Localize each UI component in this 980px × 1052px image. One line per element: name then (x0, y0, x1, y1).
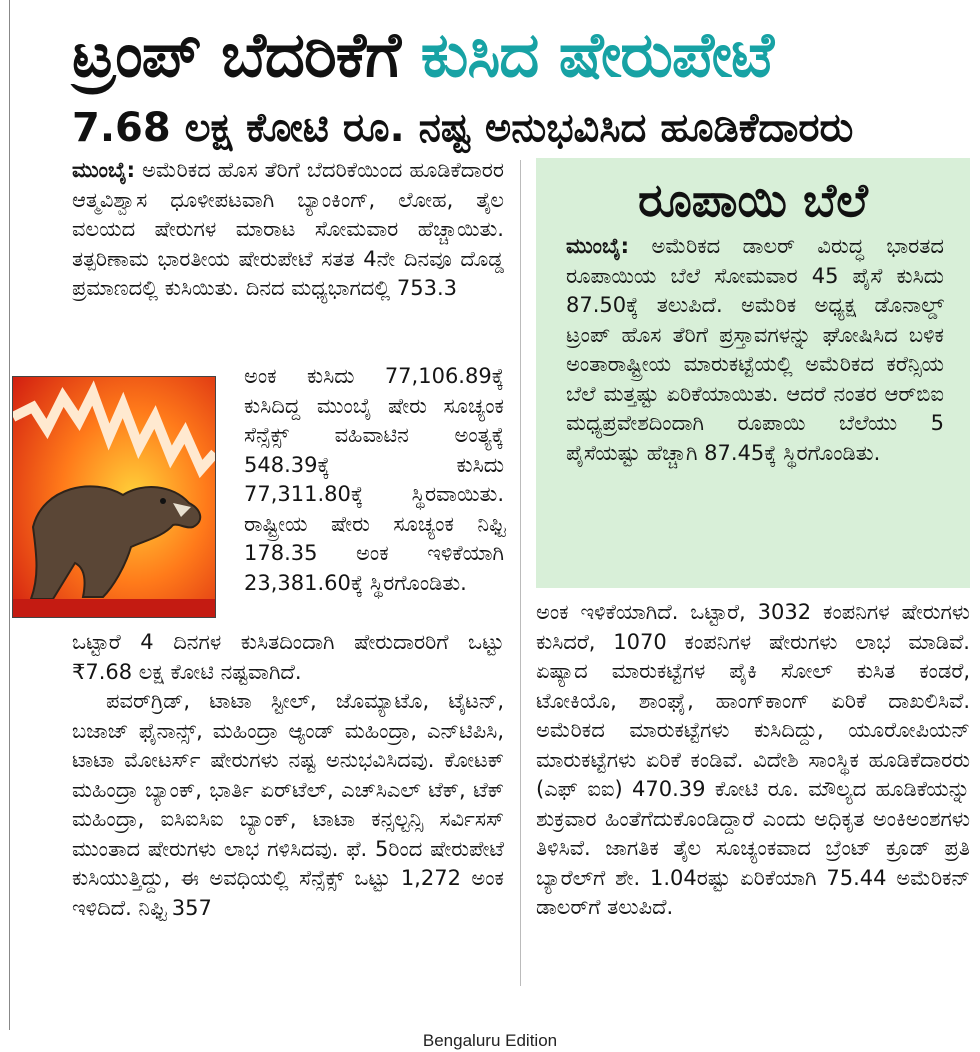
article-paragraph-1-wrap: ಅಂಕ ಕುಸಿದು 77,106.89ಕ್ಕೆ ಕುಸಿದಿದ್ದ ಮುಂಬೈ ಷೇರು ಸೂಚ್ಯಂಕ ಸೆನ್ಸೆಕ್ಸ್ ವಹಿವಾಟಿನ ಅಂತ್ಯಕ್ಕೆ 548.39ಕ್ಕೆ ಕುಸಿದು 77,311.80ಕ್ಕೆ ಸ್ಥಿರವಾಯಿತು. ರಾಷ್ಟ್ರೀಯ ಷೇರು ಸೂಚ್ಯಂಕ ನಿಫ್ಟಿ 178.35 ಅಂಕ ಇಳಿಕೆಯಾಗಿ 23,381.60ಕ್ಕೆ ಸ್ಥಿರಗೊಂಡಿತು. (244, 364, 504, 595)
article-column-left-wrap (244, 362, 504, 598)
column-divider (520, 160, 521, 986)
sidebar-title: ರೂಪಾಯಿ ಬೆಲೆ (638, 173, 868, 227)
bear-image (13, 377, 215, 617)
article-paragraph-2: ಪವರ್‌ಗ್ರಿಡ್, ಟಾಟಾ ಸ್ಟೀಲ್, ಜೊಮ್ಯಾಟೊ, ಟೈಟನ್, ಬಜಾಜ್ ಫೈನಾನ್ಸ್, ಮಹಿಂದ್ರಾ ಆ್ಯಂಡ್ ಮಹಿಂದ್ರಾ, ಎನ್‌ಟಿಪಿಸಿ, ಟಾಟಾ ಮೋಟರ್ಸ್ ಷೇರುಗಳು ನಷ್ಟ ಅನುಭವಿಸಿದವು. ಕೋಟಕ್ ಮಹಿಂದ್ರಾ ಬ್ಯಾಂಕ್, ಭಾರ್ತಿ ಏರ್‌ಟೆಲ್, ಎಚ್‌ಸಿಎಲ್ ಟೆಕ್, ಟೆಕ್ ಮಹಿಂದ್ರಾ, ಐಸಿಐಸಿಐ ಬ್ಯಾಂಕ್, ಟಾಟಾ ಕನ್ಸಲ್ಟನ್ಸಿ ಸರ್ವಿಸಸ್ ಮುಂತಾದ ಷೇರುಗಳು ಲಾಭ ಗಳಿಸಿದವು. ಫೆ. 5ರಿಂದ ಷೇರುಪೇಟೆ ಕುಸಿಯುತ್ತಿದ್ದು, ಈ ಅವಧಿಯಲ್ಲಿ ಸೆನ್ಸೆಕ್ಸ್ ಒಟ್ಟು 1,272 ಅಂಕ ಇಳಿದಿದೆ. ನಿಫ್ಟಿ 357 (72, 689, 504, 920)
headline-part-1: ಟ್ರಂಪ್ ಬೆದರಿಕೆಗೆ (72, 18, 421, 91)
sidebar-text: ಅಮೆರಿಕದ ಡಾಲರ್ ವಿರುದ್ಧ ಭಾರತದ ರೂಪಾಯಿಯ ಬೆಲೆ ಸೋಮವಾರ 45 ಪೈಸೆ ಕುಸಿದು 87.50ಕ್ಕೆ ತಲುಪಿದೆ. ಅಮೆರಿಕ ಅಧ್ಯಕ್ಷ ಡೊನಾಲ್ಡ್ ಟ್ರಂಪ್ ಹೊಸ ತೆರಿಗೆ ಪ್ರಸ್ತಾವಗಳನ್ನು ಘೋಷಿಸಿದ ಬಳಿಕ ಅಂತಾರಾಷ್ಟ್ರೀಯ ಮಾರುಕಟ್ಟೆಯಲ್ಲಿ ಅಮೆರಿಕದ ಕರೆನ್ಸಿಯ ಬೆಲೆ ಮತ್ತಷ್ಟು ಏರಿಕೆಯಾಯಿತು. ಆದರೆ ನಂತರ ಆರ್‌ಬಿಐ ಮಧ್ಯಪ್ರವೇಶದಿಂದಾಗಿ ರೂಪಾಯಿ ಬೆಲೆಯು 5 ಪೈಸೆಯಷ್ಟು ಹೆಚ್ಚಾಗಿ 87.45ಕ್ಕೆ ಸ್ಥಿರಗೊಂಡಿತು. (566, 234, 944, 465)
edition-footer: Bengaluru Edition (422, 1031, 558, 1050)
sidebar-body (566, 232, 944, 468)
rupee-value-sidebar (536, 158, 970, 588)
article-paragraph-1-top: ಅಮೆರಿಕದ ಹೊಸ ತೆರಿಗೆ ಬೆದರಿಕೆಯಿಂದ ಹೂಡಿಕೆದಾರರ ಆತ್ಮವಿಶ್ವಾಸ ಧೂಳೀಪಟವಾಗಿ ಬ್ಯಾಂಕಿಂಗ್, ಲೋಹ, ತೈಲ ವಲಯದ ಷೇರುಗಳ ಮಾರಾಟ ಸೋಮವಾರ ಹೆಚ್ಚಾಯಿತು. ತತ್ಪರಿಣಾಮ ಭಾರತೀಯ ಷೇರುಪೇಟೆ ಸತತ 4ನೇ ದಿನವೂ ದೊಡ್ಡ ಪ್ರಮಾಣದಲ್ಲಿ ಕುಸಿಯಿತು. ದಿನದ ಮಧ್ಯಭಾಗದಲ್ಲಿ 753.3 (72, 158, 504, 300)
bear-market-photo (12, 376, 216, 618)
article-paragraph-1-bottom: ಒಟ್ಟಾರೆ 4 ದಿನಗಳ ಕುಸಿತದಿಂದಾಗಿ ಷೇರುದಾರರಿಗೆ ಒಟ್ಟು ₹7.68 ಲಕ್ಷ ಕೋಟಿ ನಷ್ಟವಾಗಿದೆ. (72, 630, 504, 684)
sidebar-dateline: ಮುಂಬೈ: (566, 234, 630, 258)
headline-part-2: ಕುಸಿದ ಷೇರುಪೇಟೆ (420, 18, 774, 91)
article-column-right (536, 598, 970, 923)
article-column-left-top (72, 156, 504, 304)
subheadline: 7.68 ಲಕ್ಷ ಕೋಟಿ ರೂ. ನಷ್ಟ ಅನುಭವಿಸಿದ ಹೂಡಿಕೆದಾರರು (72, 105, 854, 151)
article-column-left-bottom (72, 628, 504, 923)
article-paragraph-2-continued: ಅಂಕ ಇಳಿಕೆಯಾಗಿದೆ. ಒಟ್ಟಾರೆ, 3032 ಕಂಪನಿಗಳ ಷೇರುಗಳು ಕುಸಿದರೆ, 1070 ಕಂಪನಿಗಳ ಷೇರುಗಳು ಲಾಭ ಮಾಡಿವೆ. ಏಷ್ಯಾದ ಮಾರುಕಟ್ಟೆಗಳ ಪೈಕಿ ಸೋಲ್ ಕುಸಿತ ಕಂಡರೆ, ಟೋಕಿಯೊ, ಶಾಂಘೈ, ಹಾಂಗ್‌ಕಾಂಗ್ ಏರಿಕೆ ದಾಖಲಿಸಿವೆ. ಅಮೆರಿಕದ ಮಾರುಕಟ್ಟೆಗಳು ಕುಸಿದಿದ್ದು, ಯೂರೋಪಿಯನ್ ಮಾರುಕಟ್ಟೆಗಳು ಏರಿಕೆ ಕಂಡಿವೆ. ವಿದೇಶಿ ಸಾಂಸ್ಥಿಕ ಹೂಡಿಕೆದಾರರು (ಎಫ್ ಐಐ) 470.39 ಕೋಟಿ ರೂ. ಮೌಲ್ಯದ ಹೂಡಿಕೆಯನ್ನು ಶುಕ್ರವಾರ ಹಿಂತೆಗೆದುಕೊಂಡಿದ್ದಾರೆ ಎಂದು ಅಧಿಕೃತ ಅಂಕಿಅಂಶಗಳು ತಿಳಿಸಿವೆ. ಜಾಗತಿಕ ತೈಲ ಸೂಚ್ಯಂಕವಾದ ಬ್ರೆಂಟ್ ಕ್ರೂಡ್ ಪ್ರತಿ ಬ್ಯಾರೆಲ್‌ಗೆ ಶೇ. 1.04ರಷ್ಟು ಏರಿಕೆಯಾಗಿ 75.44 ಅಮೆರಿಕನ್ ಡಾಲರ್‌ಗೆ ತಲುಪಿದೆ. (536, 600, 970, 919)
headline (72, 12, 972, 98)
article-dateline: ಮುಂಬೈ: (72, 158, 136, 182)
page-left-rule (9, 0, 10, 1030)
